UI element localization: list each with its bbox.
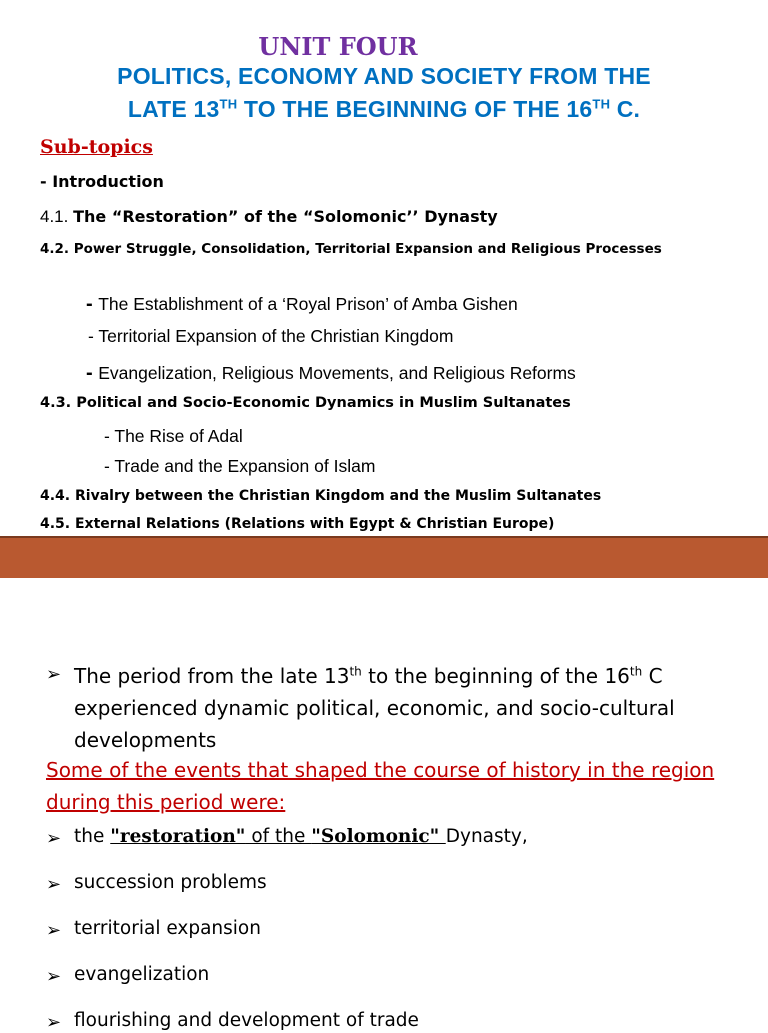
intro-paragraph <box>74 660 744 756</box>
title-sup: TH <box>219 96 238 112</box>
unit-heading: UNIT FOUR <box>258 32 418 61</box>
subtopic-4-3: 4.3. Political and Socio-Economic Dynamics in Muslim Sultanates <box>40 395 571 411</box>
bullet-item: territorial expansion <box>74 918 261 939</box>
subtopic-introduction: - Introduction <box>40 172 164 191</box>
item-text: The Establishment of a ‘Royal Prison’ of Amba Gishen <box>98 294 518 314</box>
subtopic-text: The “Restoration” of the “Solomonic’’ Dynasty <box>73 207 498 226</box>
subtopic-4-2-item <box>86 293 518 316</box>
bullet-part: Dynasty, <box>445 826 528 847</box>
title-part: TO THE BEGINNING OF THE 16 <box>237 96 593 122</box>
arrow-bullet-icon: ➢ <box>46 966 62 987</box>
dash-icon: - <box>86 293 99 315</box>
bullet-keyword: "restoration" <box>110 826 246 847</box>
title-line-1: POLITICS, ECONOMY AND SOCIETY FROM THE <box>117 63 651 89</box>
subtopic-4-2: 4.2. Power Struggle, Consolidation, Territorial Expansion and Religious Processes <box>40 241 662 257</box>
subtopic-4-4: 4.4. Rivalry between the Christian Kingdom and the Muslim Sultanates <box>40 488 602 504</box>
subtopic-4-2-item <box>88 326 453 347</box>
title-part: C. <box>610 96 641 122</box>
title-part: LATE 13 <box>127 96 220 122</box>
bullet-part: the <box>74 826 111 847</box>
subtopic-4-2-item <box>86 362 576 385</box>
subtopic-4-1 <box>40 207 498 227</box>
bullet-item: evangelization <box>74 964 210 985</box>
bullet-restoration <box>74 826 528 847</box>
title-sup: TH <box>592 96 611 112</box>
dash-icon: - <box>86 362 99 384</box>
arrow-bullet-icon: ➢ <box>46 664 62 685</box>
bullet-item: succession problems <box>74 872 267 893</box>
subtopic-number: 4.1. <box>40 207 74 226</box>
item-text: Evangelization, Religious Movements, and Religious Reforms <box>98 363 576 383</box>
item-text: Territorial Expansion of the Christian Kingdom <box>98 326 454 346</box>
arrow-bullet-icon: ➢ <box>46 920 62 941</box>
arrow-bullet-icon: ➢ <box>46 874 62 895</box>
subtopic-4-3-item: - Trade and the Expansion of Islam <box>104 456 376 476</box>
subtopic-4-5: 4.5. External Relations (Relations with Egypt & Christian Europe) <box>40 516 555 532</box>
bullet-keyword: "Solomonic" <box>311 826 446 847</box>
arrow-bullet-icon: ➢ <box>46 828 62 849</box>
title-line-2 <box>0 96 768 123</box>
para-sup: th <box>629 664 643 679</box>
events-heading: Some of the events that shaped the course of history in the region during this period were: <box>46 758 715 814</box>
subtopics-heading: Sub-topics <box>40 136 153 158</box>
subtopic-4-3-item: - The Rise of Adal <box>104 426 243 446</box>
bullet-item: flourishing and development of trade <box>74 1010 419 1031</box>
para-sup: th <box>349 664 362 679</box>
para-part: The period from the late 13 <box>74 664 350 688</box>
bullet-part: of the <box>245 826 312 847</box>
para-part: C experienced dynamic political, economic, and socio-cultural developments <box>74 664 675 752</box>
dash-icon: - <box>88 326 99 346</box>
arrow-bullet-icon: ➢ <box>46 1012 62 1033</box>
slide-divider-bar <box>0 536 768 578</box>
para-part: to the beginning of the 16 <box>361 664 630 688</box>
